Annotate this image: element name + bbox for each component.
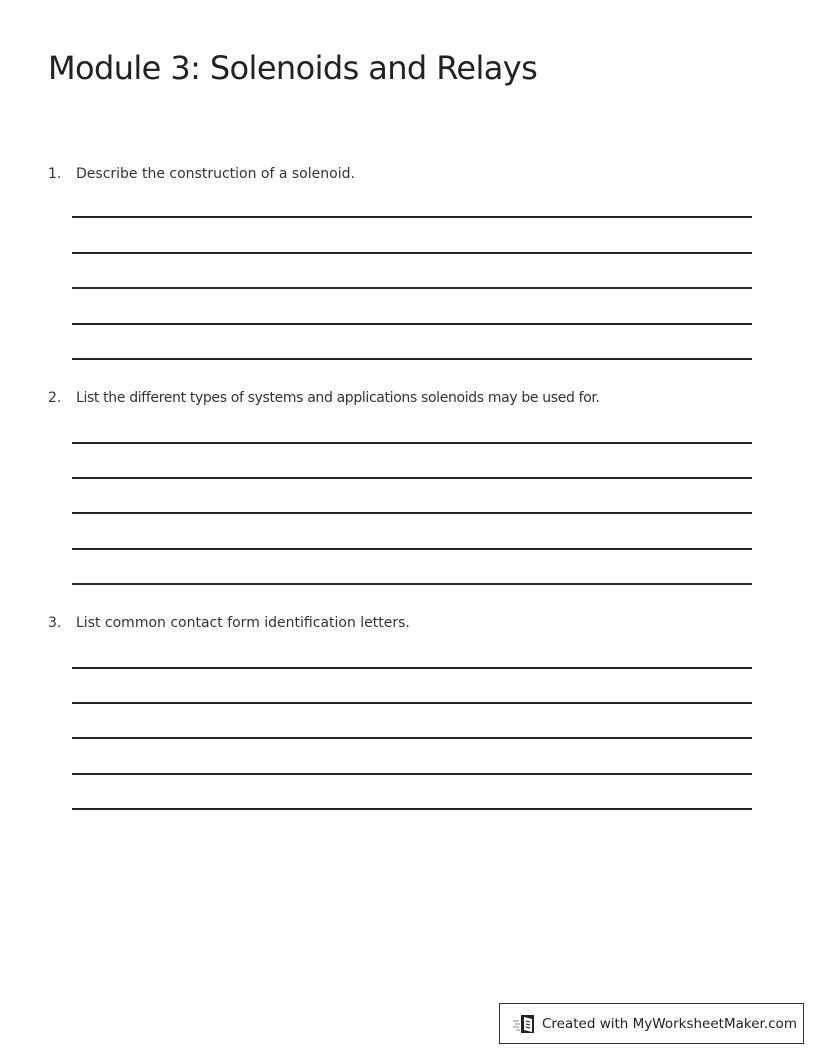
answer-line[interactable]: [72, 773, 752, 775]
answer-line[interactable]: [72, 667, 752, 669]
answer-line[interactable]: [72, 737, 752, 739]
answer-line[interactable]: [72, 358, 752, 360]
question-text: List the different types of systems and applications solenoids may be used for.: [76, 390, 600, 406]
question-number: 2.: [48, 390, 62, 406]
question-number: 1.: [48, 166, 62, 182]
myworksheetmaker-logo-icon: [512, 1013, 536, 1035]
answer-line[interactable]: [72, 216, 752, 218]
answer-line[interactable]: [72, 702, 752, 704]
answer-line[interactable]: [72, 583, 752, 585]
question-2: [48, 389, 600, 407]
question-text: Describe the construction of a solenoid.: [76, 166, 355, 182]
answer-line[interactable]: [72, 252, 752, 254]
answer-line[interactable]: [72, 442, 752, 444]
answer-line[interactable]: [72, 512, 752, 514]
question-1: [48, 165, 355, 183]
answer-line[interactable]: [72, 287, 752, 289]
footer-badge[interactable]: [499, 1003, 804, 1044]
answer-line[interactable]: [72, 477, 752, 479]
question-number: 3.: [48, 615, 62, 631]
answer-line[interactable]: [72, 808, 752, 810]
question-3: [48, 614, 410, 632]
page-title: Module 3: Solenoids and Relays: [48, 49, 538, 87]
footer-label: Created with MyWorksheetMaker.com: [542, 1015, 797, 1032]
answer-line[interactable]: [72, 548, 752, 550]
answer-line[interactable]: [72, 323, 752, 325]
question-text: List common contact form identification letters.: [76, 615, 410, 631]
